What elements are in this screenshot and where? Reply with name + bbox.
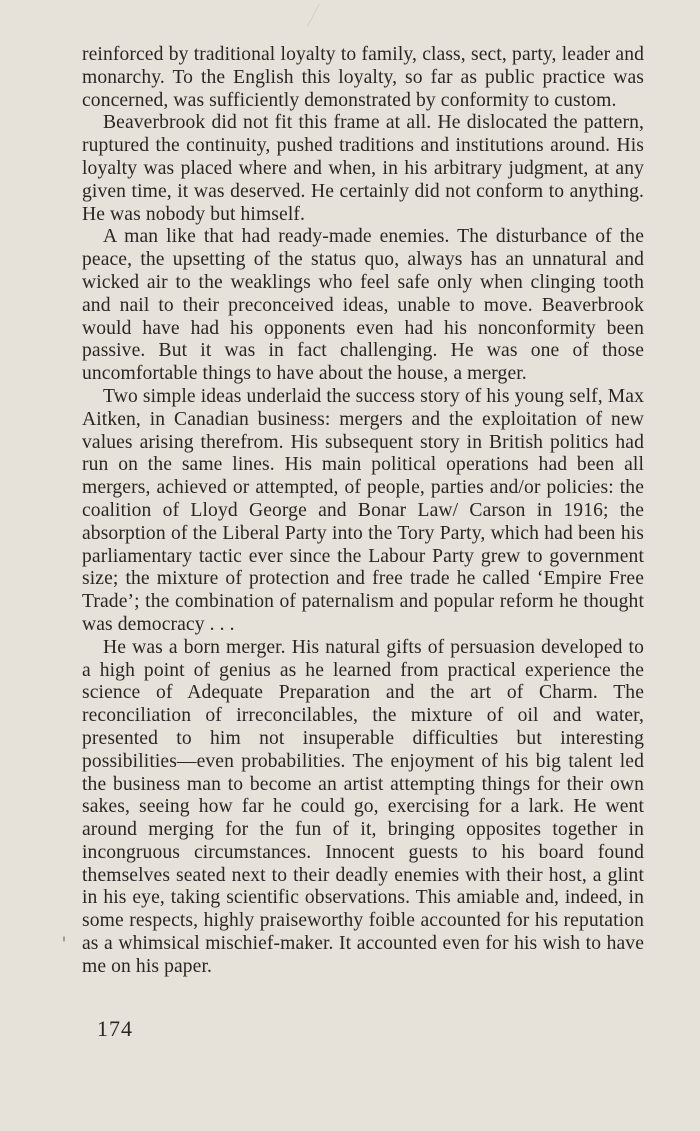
paper-scratch bbox=[307, 3, 320, 26]
paragraph-4: Two simple ideas underlaid the success story of his young self, Max Aitken, in Canadian business: mergers and the exploitation of new values arising therefrom. His subsequent story in British politics had run on the same lines. His main political operations had been all mergers, achieved or attempted, of people, parties and/or policies: the coalition of Lloyd George and Bonar Law/ Carson in 1916; the absorption of the Liberal Party into the Tory Party, which had been his parliamentary tactic ever since the Labour Party grew to government size; the mixture of protection and free trade he called ‘Empire Free Trade’; the combination of paternalism and popular reform he thought was democracy . . . bbox=[82, 385, 644, 635]
margin-speck bbox=[63, 936, 65, 942]
paragraph-5: He was a born merger. His natural gifts of persuasion developed to a high point of genius as he learned from practical experience the science of Adequate Preparation and the art of Charm. The reconciliation of irreconcilables, the mixture of oil and water, presented to him not insuperable difficulties but interesting possibilities—even probabilities. The enjoyment of his big talent led the business man to become an artist attempting things for their own sakes, seeing how far he could go, exercising for a lark. He went around merging for the fun of it, bringing opposites together in incongruous circumstances. Innocent guests to his board found themselves seated next to their deadly enemies with their host, a glint in his eye, taking scientific observations. This amiable and, indeed, in some respects, highly praiseworthy foible accounted for his reputation as a whimsical mischief-maker. It accounted even for his wish to have me on his paper. bbox=[82, 636, 644, 977]
paragraph-1: reinforced by traditional loyalty to family, class, sect, party, leader and monarchy. To the English this loyalty, so far as public practice was concerned, was sufficiently demonstrated by conformity to custom. bbox=[82, 44, 644, 111]
page-number: 174 bbox=[97, 1016, 133, 1041]
paragraph-2: Beaverbrook did not fit this frame at all. He dislocated the pattern, ruptured the continuity, pushed traditions and institutions around. His loyalty was placed where and when, in his arbitrary judgment, at any given time, it was deserved. He certainly did not conform to anything. He was nobody but himself. bbox=[82, 112, 644, 225]
paragraph-3: A man like that had ready-made enemies. The disturbance of the peace, the upsetting of the status quo, always has an unnatural and wicked air to the weaklings who feel safe only when clinging tooth and nail to their preconceived ideas, unable to move. Beaverbrook would have had his opponents even had his nonconformity been passive. But it was in fact challenging. He was one of those uncomfortable things to have about the house, a merger. bbox=[82, 226, 644, 385]
body-text bbox=[82, 44, 644, 979]
